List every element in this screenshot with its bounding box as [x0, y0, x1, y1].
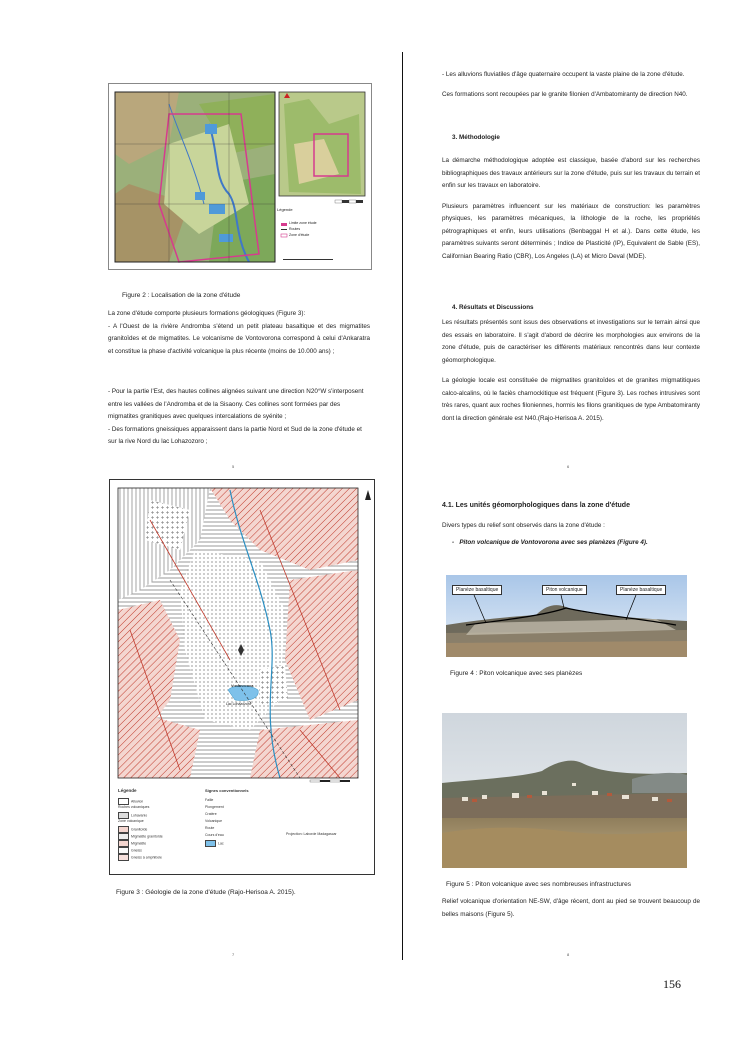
- legend-item: Gneiss: [118, 847, 142, 854]
- geology-map-graphic: [110, 480, 374, 874]
- left-text-block-1: [108, 308, 370, 358]
- volcano-town-graphic: [442, 713, 687, 868]
- column-divider: [402, 52, 403, 960]
- sign-item: Cratère: [205, 812, 217, 816]
- paragraph: La zone d'étude comporte plusieurs formations géologiques (Figure 3):: [108, 310, 306, 317]
- paragraph: Plusieurs paramètres influencent sur les matériaux de construction: les paramètres physiques, les paramètres mécaniques, la lithologie de la roche, les propriétés pétrographiques et enfin, leurs utilisations (Benbaggal H et al.). Dans cette étude, les paramètres suivants seront déterminés ; Indice de Plasticité (IP), Equivalent de Sable (ES), Californian Bearing Ratio (CBR), Los Angeles (LA) et Micro Deval (MDE).: [442, 202, 700, 260]
- legend-item: Gneiss à amphibole: [118, 854, 162, 861]
- bullet-text: Piton volcanique de Vontovorona avec ses planèzes (Figure 4).: [459, 539, 648, 546]
- paragraph: Les résultats présentés sont issus des observations et investigations sur le terrain ainsi que des essais en laboratoire. Il s'agit d'abord de décrire les morphologies aux environs de la zone d'étude, puis de caractériser les différents matériaux rencontrés dans leur contexte géomorphologique.: [442, 319, 700, 364]
- page-number: 156: [663, 977, 681, 991]
- sign-item: Faille: [205, 798, 214, 802]
- paragraph: Ces formations sont recoupées par le granite filonien d'Ambatomiranty de direction N40.: [442, 90, 688, 98]
- folio-number: 5: [232, 464, 235, 469]
- figure-4-caption: Figure 4 : Piton volcanique avec ses planèzes: [450, 670, 583, 677]
- figure-5-caption: Figure 5 : Piton volcanique avec ses nombreuses infrastructures: [446, 881, 631, 888]
- right-text-block-1: [442, 69, 700, 101]
- legend-item: Migmatite: [118, 840, 146, 847]
- folio-number: 8: [567, 952, 570, 957]
- bullet-marker: -: [452, 539, 460, 546]
- legend-item: Alluvion: [118, 798, 143, 805]
- legend-item: Migmatite granitoïde: [118, 833, 163, 840]
- sign-item: Cours d'eau: [205, 833, 224, 837]
- paragraph: - Les alluvions fluviatiles d'âge quaternaire occupent la vaste plaine de la zone d'étude.: [442, 71, 685, 78]
- sign-item: Plongement: [205, 805, 224, 809]
- figure-2-location-map: [108, 83, 372, 270]
- figure-3-geology-map: [109, 479, 375, 875]
- photo-label: Planèze basaltique: [616, 585, 666, 595]
- sign-item: Volcanique: [205, 819, 223, 823]
- photo-label: Planèze basaltique: [452, 585, 502, 595]
- paragraph: La géologie locale est constituée de migmatites granitoïdes et de granites migmatitiques calco-alcalins, où le faciès charnockitique est fréquent (Figure 3). Les roches intrusives sont très rares, quant aux roches filoniennes, hormis les filons granitiques de type Ambatomiranty dont la direction générale est N40.(Rajo-Herisoa A. 2015).: [442, 377, 700, 422]
- paragraph: Divers types du relief sont observés dans la zone d'étude :: [442, 522, 605, 529]
- map-credit: Projection: Laborde Madagascar: [286, 832, 337, 836]
- legend-item: Zone volcanique: [118, 819, 144, 823]
- paragraph: La démarche méthodologique adoptée est classique, basée d'abord sur les recherches bibliographiques des travaux antérieurs sur la zone d'étude, puis sur les travaux du terrain et enfin sur les travaux en laboratoire.: [442, 157, 700, 189]
- legend-title: Légende: [118, 788, 137, 793]
- figure-5-photo: [442, 713, 687, 868]
- map-legend-item: Limite zone étude: [289, 221, 317, 225]
- figure-2-caption: Figure 2 : Localisation de la zone d'étude: [122, 292, 241, 299]
- photo-label: Piton volcanique: [542, 585, 587, 595]
- signs-title: Signes conventionnels: [205, 788, 249, 793]
- right-text-block-2: [442, 155, 700, 263]
- right-text-block-3: [442, 317, 700, 425]
- bullet-item: [452, 537, 648, 550]
- sign-item: Lac: [205, 840, 224, 847]
- legend-item: Granitoïde: [118, 826, 147, 833]
- map-legend-item: Zone d'étude: [289, 233, 310, 237]
- sign-item: Route: [205, 826, 215, 830]
- legend-item: Roches volcaniques: [118, 805, 150, 809]
- left-text-block-2: [108, 386, 370, 449]
- paragraph: Relief volcanique d'orientation NE-SW, d'âge récent, dont au pied se trouvent beaucoup de belles maisons (Figure 5).: [442, 898, 700, 918]
- map-legend-title: Légende: [277, 207, 293, 212]
- map-label-lake: Lac Lohazozoro: [226, 702, 251, 706]
- map-legend-item: Routes: [289, 227, 301, 231]
- paragraph: - Des formations gneissiques apparaissent dans la partie Nord et Sud de la zone d'étude et sur la rive Nord du lac Lohazozoro ;: [108, 425, 362, 445]
- map-label-place: Vontovorona: [231, 683, 254, 688]
- figure-4-photo: [446, 575, 687, 657]
- figure-3-caption: Figure 3 : Géologie de la zone d'étude (Rajo-Herisoa A. 2015).: [116, 889, 296, 896]
- section-heading-4: 4. Résultats et Discussions: [452, 304, 534, 311]
- folio-number: 6: [567, 464, 570, 469]
- section-heading-4-1: 4.1. Les unités géomorphologiques dans la zone d'étude: [442, 502, 630, 509]
- location-map-graphic: [109, 84, 371, 269]
- section-heading-3: 3. Méthodologie: [452, 134, 500, 141]
- legend-item: Lohavanio: [118, 812, 147, 819]
- paragraph: - A l'Ouest de la rivière Andromba s'étend un petit plateau basaltique et des migmatites granitoïdes et de migmatites. Le volcanisme de Vontovorona correspond à celui d'Ankaratra et constitue la phase d'activité volcanique la plus récente (moins de 10.000 ans) ;: [108, 322, 370, 355]
- folio-number: 7: [232, 952, 235, 957]
- paragraph: - Pour la partie l'Est, des hautes collines alignées suivant une direction N20°W s'interposent entre les vallées de l'Andromba et de la Sisaony. Ces collines sont formées par des migmatites granitiques avec quelques intercalations de syénite ;: [108, 388, 364, 420]
